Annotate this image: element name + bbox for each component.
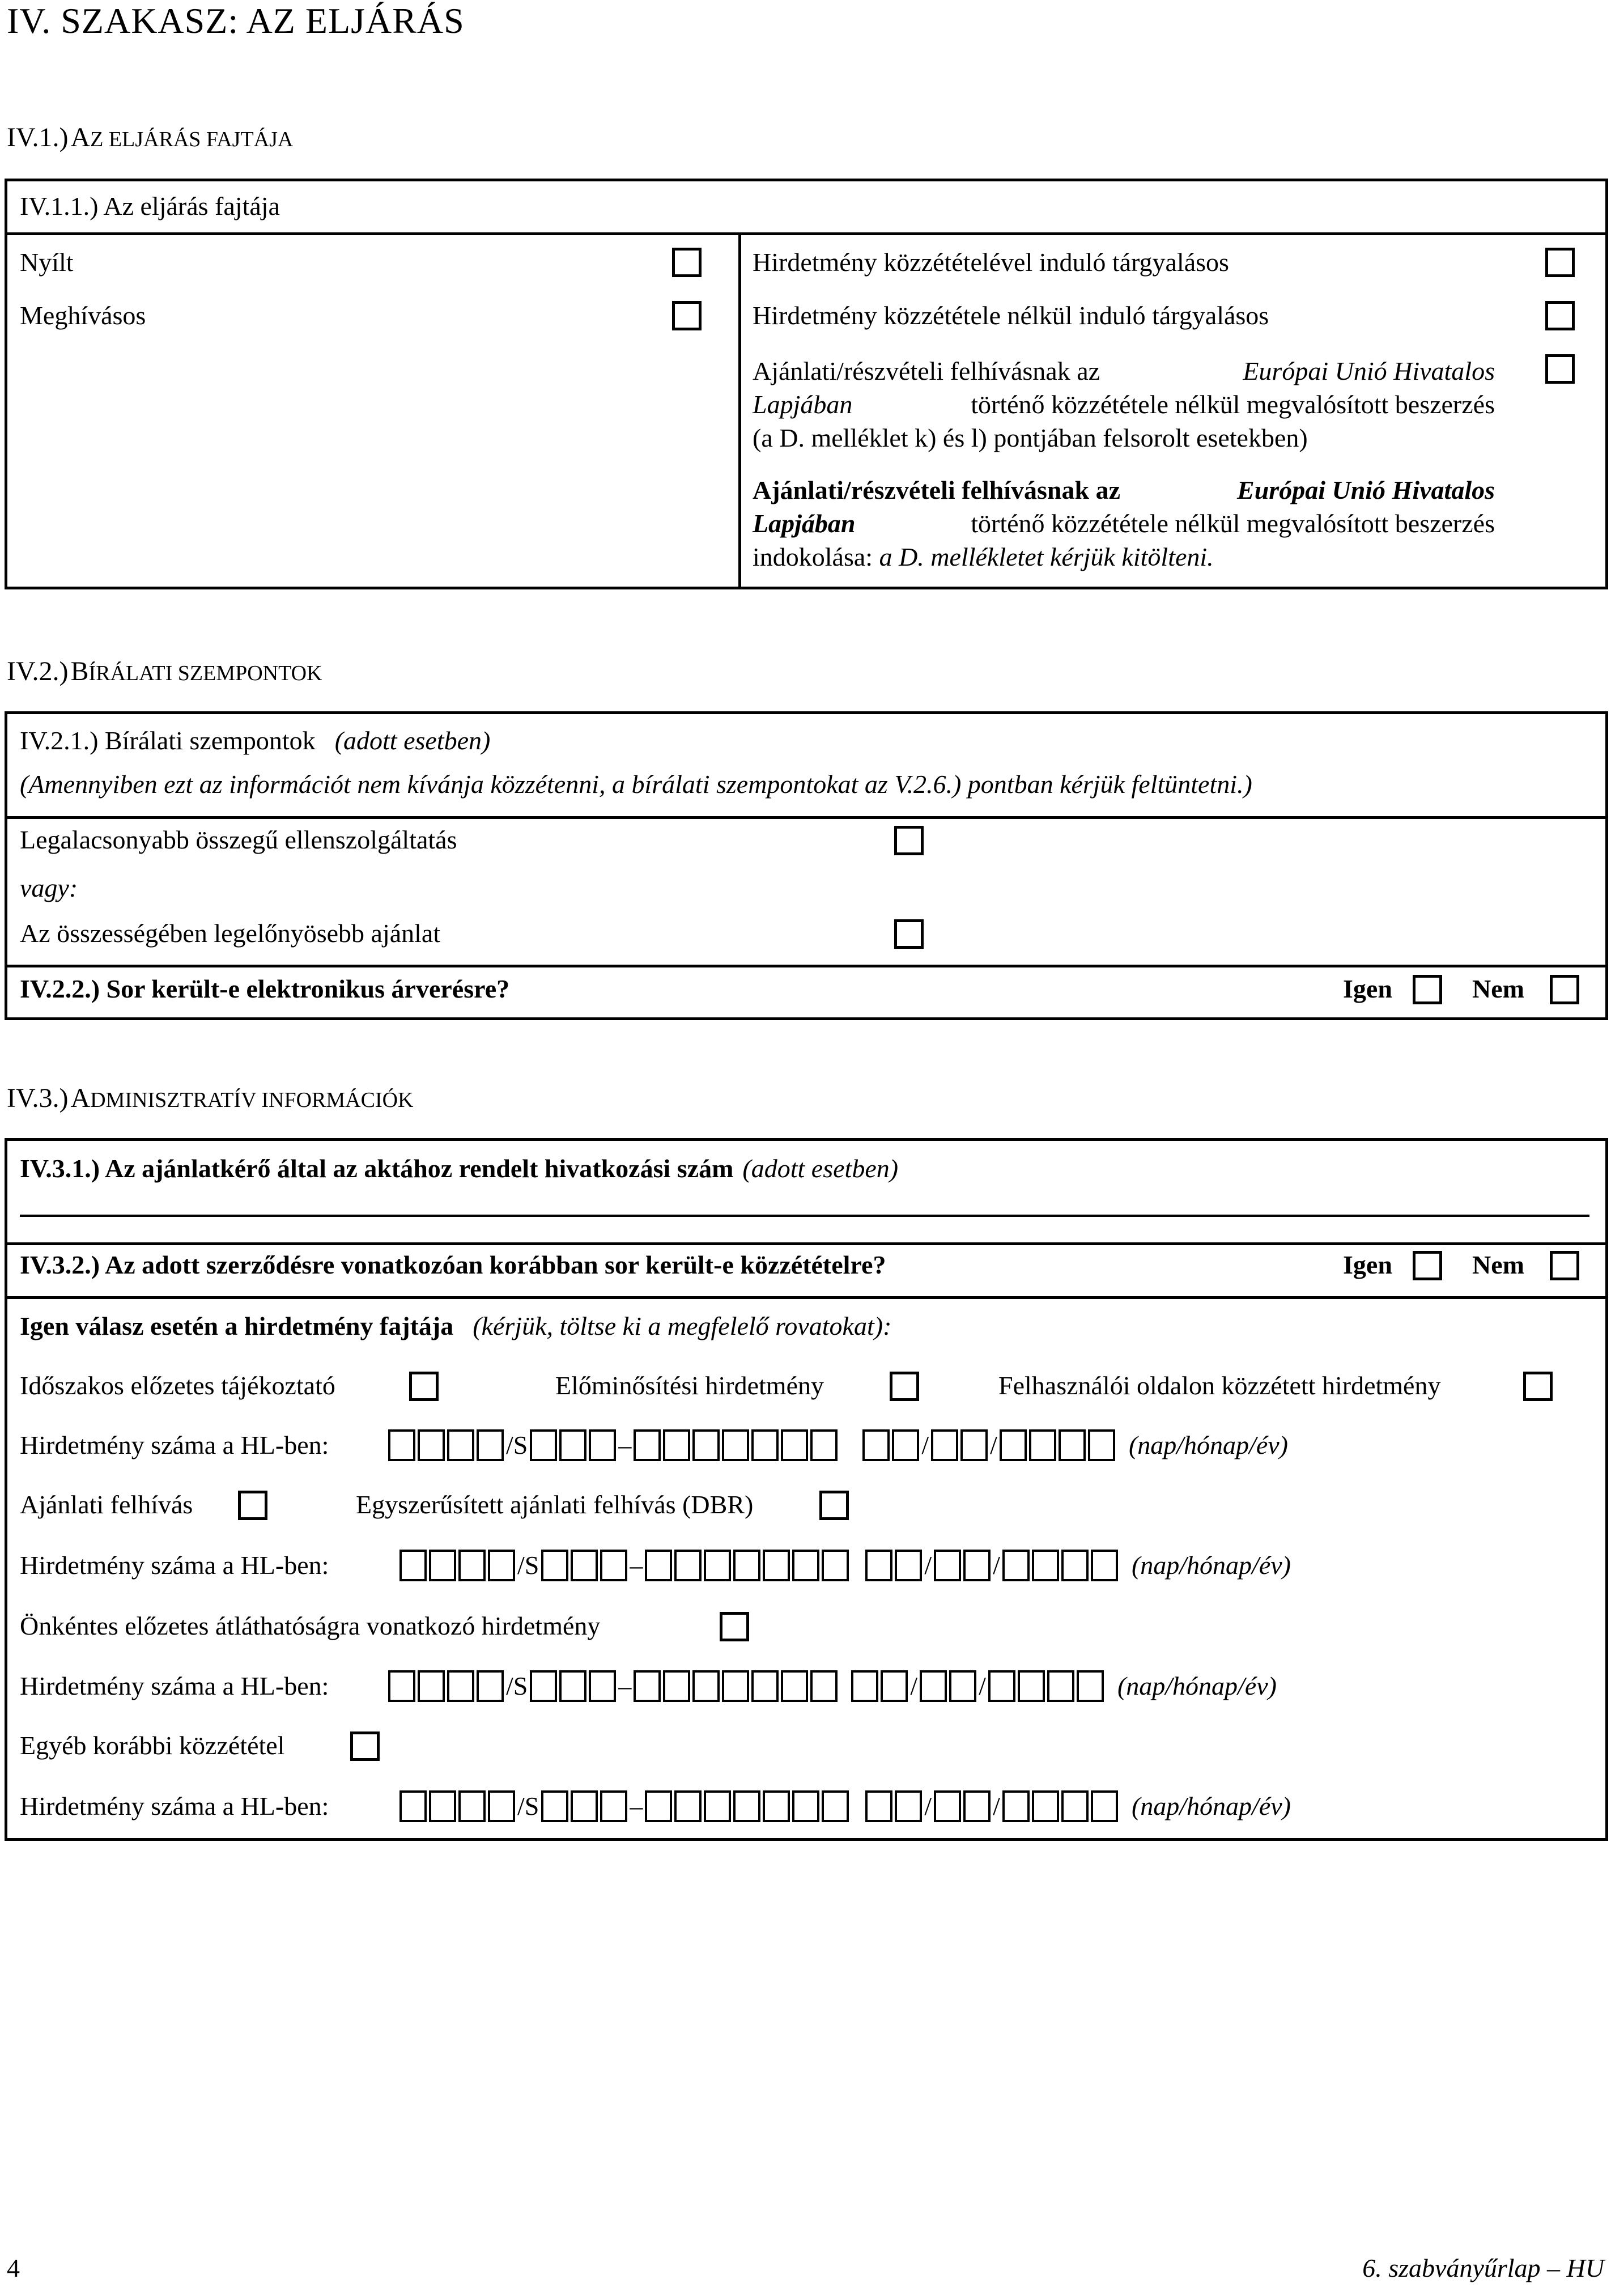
cell[interactable] bbox=[559, 1670, 586, 1702]
cell[interactable] bbox=[447, 1429, 474, 1461]
option-without-publication-text bbox=[753, 354, 1495, 455]
cell[interactable] bbox=[1091, 1790, 1118, 1822]
cell[interactable] bbox=[530, 1429, 557, 1461]
cell[interactable] bbox=[1077, 1670, 1104, 1702]
notice-contract-checkbox[interactable] bbox=[238, 1491, 267, 1520]
previous-publication-yes-label: Igen bbox=[1343, 1250, 1392, 1279]
notice-pin-label: Időszakos előzetes tájékoztató bbox=[20, 1371, 335, 1400]
cell[interactable] bbox=[488, 1550, 515, 1581]
slash-s: /S bbox=[517, 1551, 539, 1580]
option-nyilt-label: Nyílt bbox=[20, 248, 74, 277]
cell[interactable] bbox=[458, 1790, 486, 1822]
notice-other-label: Egyéb korábbi közzététel bbox=[20, 1731, 285, 1760]
cell[interactable] bbox=[692, 1670, 720, 1702]
notice-other-checkbox[interactable] bbox=[350, 1731, 380, 1761]
ref-number-hint: (adott esetben) bbox=[742, 1154, 899, 1183]
cell[interactable] bbox=[1032, 1790, 1059, 1822]
date-hint: (nap/hónap/év) bbox=[1131, 1551, 1291, 1580]
cell[interactable] bbox=[751, 1429, 779, 1461]
cell[interactable] bbox=[988, 1670, 1015, 1702]
previous-publication-yes-checkbox[interactable] bbox=[1413, 1251, 1442, 1280]
cell[interactable] bbox=[674, 1790, 702, 1822]
cell[interactable] bbox=[895, 1550, 922, 1581]
cell[interactable] bbox=[663, 1429, 690, 1461]
notice-simplified-checkbox[interactable] bbox=[819, 1491, 849, 1520]
if-yes-heading bbox=[20, 1311, 891, 1341]
oj-number-cells-3[interactable] bbox=[388, 1669, 1277, 1702]
page-number: 4 bbox=[7, 2253, 20, 2282]
cell[interactable] bbox=[722, 1670, 749, 1702]
cell[interactable] bbox=[1032, 1550, 1059, 1581]
cell[interactable] bbox=[429, 1790, 456, 1822]
oj-number-label-3: Hirdetmény száma a HL-ben: bbox=[20, 1671, 329, 1700]
cell[interactable] bbox=[418, 1429, 445, 1461]
criteria-lowest-price-label: Legalacsonyabb összegű ellenszolgáltatás bbox=[20, 825, 457, 854]
notice-buyer-profile-label: Felhasználói oldalon közzétett hirdetmény bbox=[998, 1371, 1441, 1400]
option-without-publication-checkbox[interactable] bbox=[1545, 354, 1575, 384]
para-line2-a: Lapjában bbox=[753, 390, 853, 419]
cell[interactable] bbox=[1018, 1670, 1045, 1702]
oj-number-cells-4[interactable] bbox=[399, 1789, 1291, 1822]
slash: / bbox=[921, 1431, 929, 1459]
cell[interactable] bbox=[1091, 1550, 1118, 1581]
cell[interactable] bbox=[963, 1550, 991, 1581]
cell[interactable] bbox=[865, 1550, 892, 1581]
cell[interactable] bbox=[692, 1429, 720, 1461]
cell[interactable] bbox=[862, 1429, 890, 1461]
cell[interactable] bbox=[477, 1670, 504, 1702]
previous-publication-no-label: Nem bbox=[1472, 1250, 1524, 1279]
dash: – bbox=[630, 1792, 643, 1820]
para-line3: (a D. melléklet k) és l) pontjában felsorolt esetekben) bbox=[753, 423, 1308, 452]
slash: / bbox=[910, 1671, 918, 1700]
slash: / bbox=[924, 1792, 932, 1820]
slash: / bbox=[990, 1431, 997, 1459]
cell[interactable] bbox=[674, 1550, 702, 1581]
notice-pin-checkbox[interactable] bbox=[409, 1372, 439, 1401]
cell[interactable] bbox=[645, 1550, 672, 1581]
cell[interactable] bbox=[704, 1550, 731, 1581]
slash-s: /S bbox=[506, 1671, 528, 1700]
iv2-sub-heading bbox=[20, 725, 490, 756]
iv3-divider-1 bbox=[5, 1242, 1608, 1245]
cell[interactable] bbox=[418, 1670, 445, 1702]
notice-qualification-label: Előminősítési hirdetmény bbox=[555, 1371, 824, 1400]
cell[interactable] bbox=[851, 1670, 878, 1702]
iv2-divider-1 bbox=[5, 816, 1608, 819]
e-auction-yes-checkbox[interactable] bbox=[1413, 975, 1442, 1004]
ref-number-input-line[interactable] bbox=[20, 1215, 1589, 1217]
option-negotiated-without-notice-checkbox[interactable] bbox=[1545, 301, 1575, 330]
cell[interactable] bbox=[1029, 1429, 1056, 1461]
criteria-lowest-price-checkbox[interactable] bbox=[894, 826, 924, 855]
justification-text bbox=[753, 473, 1495, 574]
cell[interactable] bbox=[589, 1670, 616, 1702]
cell[interactable] bbox=[949, 1670, 976, 1702]
oj-number-label-1: Hirdetmény száma a HL-ben: bbox=[20, 1431, 329, 1459]
cell[interactable] bbox=[1002, 1550, 1030, 1581]
notice-buyer-profile-checkbox[interactable] bbox=[1523, 1372, 1553, 1401]
cell[interactable] bbox=[559, 1429, 586, 1461]
cell[interactable] bbox=[399, 1550, 427, 1581]
notice-simplified-label: Egyszerűsített ajánlati felhívás (DBR) bbox=[356, 1490, 754, 1519]
cell[interactable] bbox=[600, 1550, 627, 1581]
iv2-title-initial: B bbox=[70, 656, 89, 686]
if-yes-title: Igen válasz esetén a hirdetmény fajtája bbox=[20, 1312, 454, 1340]
iv1-num: IV.1.) bbox=[7, 122, 69, 152]
iv2-heading bbox=[7, 656, 322, 687]
iv1-sub-title: IV.1.1.) Az eljárás fajtája bbox=[20, 192, 280, 220]
cell[interactable] bbox=[388, 1670, 415, 1702]
cell[interactable] bbox=[1002, 1790, 1030, 1822]
form-id: 6. szabványűrlap – HU bbox=[1362, 2253, 1604, 2282]
option-nyilt-checkbox[interactable] bbox=[672, 248, 702, 277]
cell[interactable] bbox=[934, 1790, 961, 1822]
cell[interactable] bbox=[895, 1790, 922, 1822]
option-negotiated-with-notice-label: Hirdetmény közzétételével induló tárgyalásos bbox=[753, 248, 1229, 277]
criteria-meat-label: Az összességében legelőnyösebb ajánlat bbox=[20, 919, 441, 948]
cell[interactable] bbox=[822, 1550, 849, 1581]
cell[interactable] bbox=[1061, 1550, 1089, 1581]
dash: – bbox=[618, 1671, 632, 1700]
ref-number-title: IV.3.1.) Az ajánlatkérő által az aktához rendelt hivatkozási szám bbox=[20, 1154, 734, 1183]
notice-voluntary-label: Önkéntes előzetes átláthatóságra vonatkozó hirdetmény bbox=[20, 1611, 601, 1640]
cell[interactable] bbox=[792, 1550, 819, 1581]
section-title: IV. SZAKASZ: AZ ELJÁRÁS bbox=[7, 1, 465, 41]
cell[interactable] bbox=[458, 1550, 486, 1581]
iv3-title-rest: DMINISZTRATÍV INFORMÁCIÓK bbox=[90, 1088, 414, 1112]
notice-voluntary-checkbox[interactable] bbox=[720, 1612, 749, 1641]
option-negotiated-without-notice-label: Hirdetmény közzététele nélkül induló tárgyalásos bbox=[753, 301, 1269, 330]
criteria-or-label: vagy: bbox=[20, 873, 78, 902]
previous-publication-question: IV.3.2.) Az adott szerződésre vonatkozóan korábban sor került-e közzétételre? bbox=[20, 1250, 886, 1279]
iv2-sub-hint: (adott esetben) bbox=[334, 726, 491, 755]
iv3-num: IV.3.) bbox=[7, 1083, 69, 1113]
cell[interactable] bbox=[645, 1790, 672, 1822]
cell[interactable] bbox=[751, 1670, 779, 1702]
e-auction-no-label: Nem bbox=[1472, 974, 1524, 1003]
cell[interactable] bbox=[810, 1670, 838, 1702]
cell[interactable] bbox=[960, 1429, 988, 1461]
cell[interactable] bbox=[781, 1429, 808, 1461]
para-line2-b: történő közzététele nélkül megvalósított beszerzés bbox=[971, 390, 1495, 419]
iv1-column-divider bbox=[738, 232, 741, 589]
cell[interactable] bbox=[792, 1790, 819, 1822]
bold-line2-a: Lapjában bbox=[753, 509, 856, 538]
cell[interactable] bbox=[781, 1670, 808, 1702]
e-auction-question: IV.2.2.) Sor került-e elektronikus árverésre? bbox=[20, 974, 510, 1003]
iv2-num: IV.2.) bbox=[7, 656, 69, 686]
date-hint: (nap/hónap/év) bbox=[1117, 1671, 1277, 1700]
cell[interactable] bbox=[477, 1429, 504, 1461]
if-yes-hint: (kérjük, töltse ki a megfelelő rovatokat): bbox=[473, 1312, 892, 1340]
cell[interactable] bbox=[733, 1790, 760, 1822]
e-auction-no-checkbox[interactable] bbox=[1550, 975, 1579, 1004]
dash: – bbox=[618, 1431, 632, 1459]
cell[interactable] bbox=[399, 1790, 427, 1822]
para-line1-a: Ajánlati/részvételi felhívásnak az bbox=[753, 357, 1100, 385]
slash: / bbox=[993, 1551, 1000, 1580]
oj-number-label-4: Hirdetmény száma a HL-ben: bbox=[20, 1792, 329, 1820]
iv3-title-initial: A bbox=[70, 1083, 91, 1113]
cell[interactable] bbox=[704, 1790, 731, 1822]
iv3-heading bbox=[7, 1083, 414, 1114]
cell[interactable] bbox=[1061, 1790, 1089, 1822]
bold-line2-b: történő közzététele nélkül megvalósított beszerzés bbox=[971, 509, 1495, 538]
slash: / bbox=[979, 1671, 986, 1700]
iv2-divider-2 bbox=[5, 965, 1608, 967]
option-meghivasos-checkbox[interactable] bbox=[672, 301, 702, 330]
bold-line3-a: indokolása: bbox=[753, 542, 873, 571]
cell[interactable] bbox=[541, 1550, 568, 1581]
iv1-header-divider bbox=[5, 232, 1608, 235]
cell[interactable] bbox=[589, 1429, 616, 1461]
iv2-sub-title: IV.2.1.) Bírálati szempontok bbox=[20, 726, 316, 755]
oj-number-cells-2[interactable] bbox=[399, 1548, 1291, 1581]
cell[interactable] bbox=[388, 1429, 415, 1461]
cell[interactable] bbox=[571, 1550, 598, 1581]
cell[interactable] bbox=[865, 1790, 892, 1822]
cell[interactable] bbox=[722, 1429, 749, 1461]
criteria-meat-checkbox[interactable] bbox=[894, 919, 924, 949]
cell[interactable] bbox=[600, 1790, 627, 1822]
cell[interactable] bbox=[1000, 1429, 1027, 1461]
oj-number-label-2: Hirdetmény száma a HL-ben: bbox=[20, 1551, 329, 1580]
dash: – bbox=[630, 1551, 643, 1580]
cell[interactable] bbox=[931, 1429, 958, 1461]
iv1-title-initial: A bbox=[70, 122, 91, 152]
cell[interactable] bbox=[1088, 1429, 1115, 1461]
cell[interactable] bbox=[488, 1790, 515, 1822]
cell[interactable] bbox=[634, 1429, 661, 1461]
cell[interactable] bbox=[963, 1790, 991, 1822]
cell[interactable] bbox=[881, 1670, 908, 1702]
e-auction-yes-label: Igen bbox=[1343, 974, 1392, 1003]
slash: / bbox=[993, 1792, 1000, 1820]
cell[interactable] bbox=[429, 1550, 456, 1581]
cell[interactable] bbox=[934, 1550, 961, 1581]
cell[interactable] bbox=[822, 1790, 849, 1822]
cell[interactable] bbox=[447, 1670, 474, 1702]
option-negotiated-with-notice-checkbox[interactable] bbox=[1545, 248, 1575, 277]
iv3-divider-2 bbox=[5, 1296, 1608, 1299]
bold-line1-b: Európai Unió Hivatalos bbox=[1237, 476, 1495, 504]
cell[interactable] bbox=[663, 1670, 690, 1702]
iv1-title-rest: Z ELJÁRÁS FAJTÁJA bbox=[90, 128, 294, 151]
ref-number-heading bbox=[20, 1153, 898, 1183]
cell[interactable] bbox=[1047, 1670, 1074, 1702]
cell[interactable] bbox=[763, 1550, 790, 1581]
date-hint: (nap/hónap/év) bbox=[1131, 1792, 1291, 1820]
cell[interactable] bbox=[530, 1670, 557, 1702]
cell[interactable] bbox=[733, 1550, 760, 1581]
cell[interactable] bbox=[763, 1790, 790, 1822]
cell[interactable] bbox=[892, 1429, 919, 1461]
bold-line1-a: Ajánlati/részvételi felhívásnak az bbox=[753, 476, 1121, 504]
cell[interactable] bbox=[571, 1790, 598, 1822]
cell[interactable] bbox=[541, 1790, 568, 1822]
cell[interactable] bbox=[634, 1670, 661, 1702]
slash: / bbox=[924, 1551, 932, 1580]
cell[interactable] bbox=[1059, 1429, 1086, 1461]
option-meghivasos-label: Meghívásos bbox=[20, 301, 146, 330]
iv1-heading bbox=[7, 122, 293, 153]
oj-number-cells-1[interactable] bbox=[388, 1428, 1288, 1461]
iv2-note: (Amennyiben ezt az információt nem kívánja közzétenni, a bírálati szempontokat az V.2.6.) pontban kérjük feltüntetni.) bbox=[20, 770, 1252, 799]
slash-s: /S bbox=[517, 1792, 539, 1820]
previous-publication-no-checkbox[interactable] bbox=[1550, 1251, 1579, 1280]
date-hint: (nap/hónap/év) bbox=[1128, 1431, 1288, 1459]
cell[interactable] bbox=[810, 1429, 838, 1461]
notice-contract-label: Ajánlati felhívás bbox=[20, 1490, 193, 1519]
bold-line3-b: a D. mellékletet kérjük kitölteni. bbox=[879, 542, 1214, 571]
para-line1-b: Európai Unió Hivatalos bbox=[1243, 357, 1495, 385]
notice-qualification-checkbox[interactable] bbox=[890, 1372, 919, 1401]
slash-s: /S bbox=[506, 1431, 528, 1459]
iv2-title-rest: ÍRÁLATI SZEMPONTOK bbox=[88, 661, 322, 685]
cell[interactable] bbox=[920, 1670, 947, 1702]
